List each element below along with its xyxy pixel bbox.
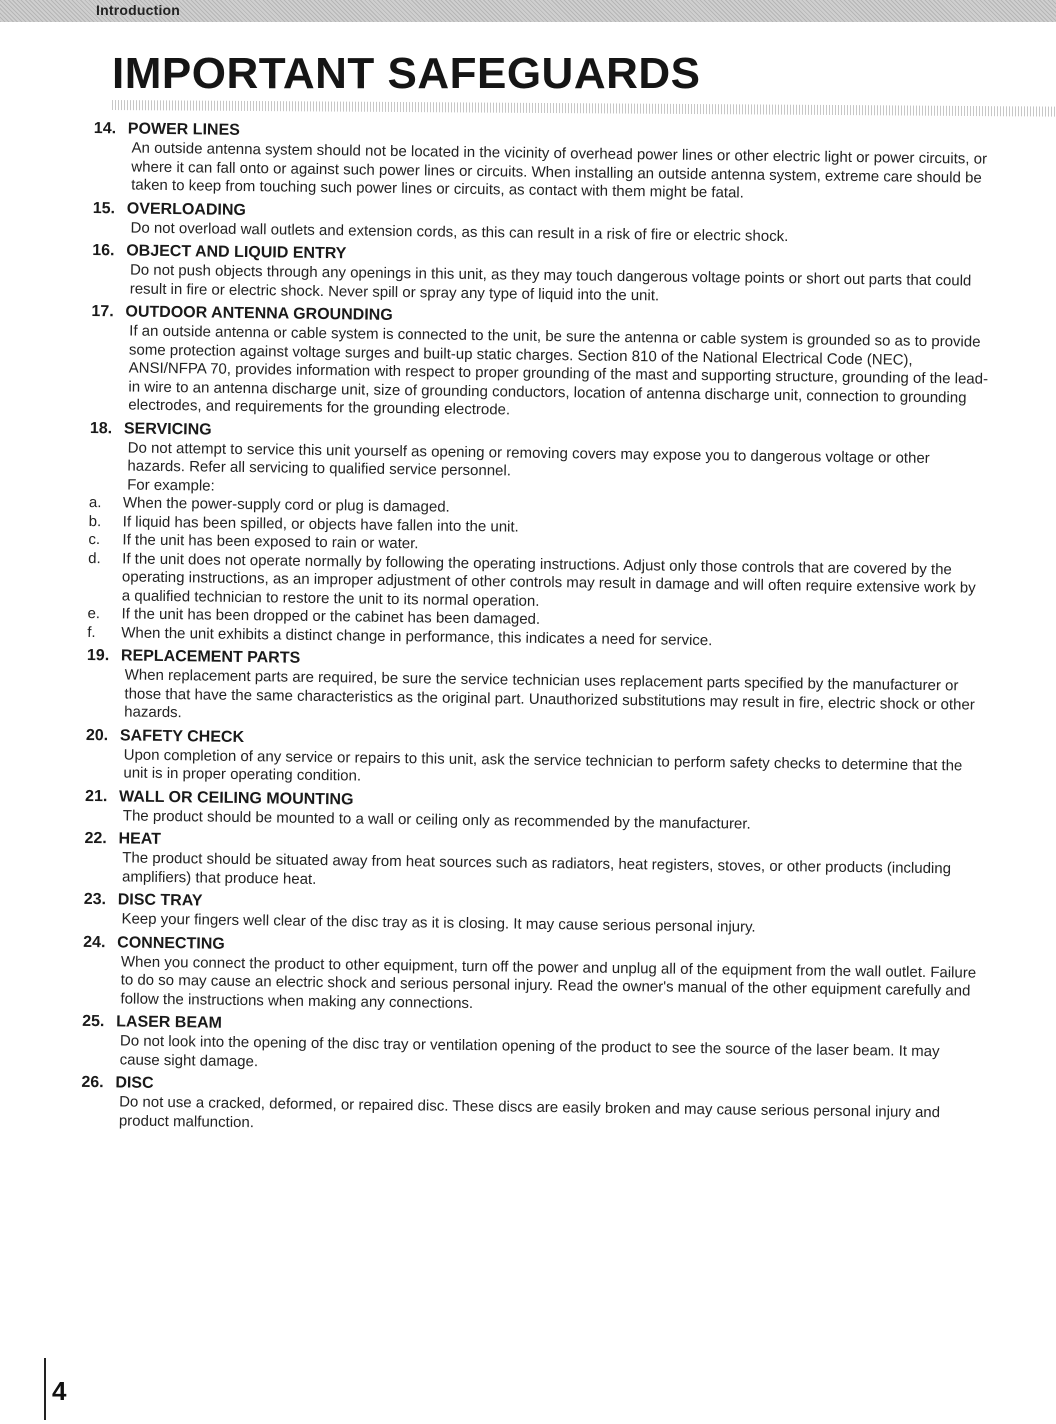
list-marker: a. bbox=[88, 493, 102, 512]
list-marker: e. bbox=[87, 604, 101, 623]
section-label: Introduction bbox=[96, 2, 181, 18]
safeguard-text: When replacement parts are required, be sure the service technician uses replacement parts specified by the manufacturer or those that have the same characteristics as the original part. Unauthorized substitutions may result in fire, electric shock or other hazards. bbox=[124, 666, 975, 722]
section-header-bar bbox=[0, 0, 1056, 22]
safeguard-text: An outside antenna system should not be located in the vicinity of overhead power lines or other electric light or power circuits, or where it can fall onto or against such power lines or circuits. When installing an outside antenna system, extreme care should be taken to keep from touching such power lines or circuits, as contact with them might be fatal. bbox=[131, 139, 988, 202]
safeguard-item bbox=[90, 301, 991, 426]
safeguard-text: Do not use a cracked, deformed, or repaired disc. These discs are easily broken and may cause serious personal injury and product malfunction. bbox=[118, 1093, 941, 1131]
safeguard-title: HEAT bbox=[118, 830, 162, 848]
list-marker: b. bbox=[88, 512, 102, 530]
safeguard-item bbox=[81, 1072, 982, 1142]
list-marker: d. bbox=[88, 549, 101, 567]
safeguard-item bbox=[84, 828, 985, 898]
example-intro: For example: bbox=[127, 475, 215, 495]
list-marker: c. bbox=[88, 530, 101, 549]
safeguard-number: 20. bbox=[85, 726, 109, 744]
safeguard-text: Do not overload wall outlets and extension cords, as this can result in a risk of fire or electric shock. bbox=[130, 218, 789, 245]
safeguard-number: 14. bbox=[93, 119, 117, 138]
list-item-text: If the unit has been dropped or the cabinet has been damaged. bbox=[121, 605, 541, 628]
safeguard-number: 25. bbox=[82, 1012, 105, 1031]
safeguard-text: The product should be mounted to a wall or ceiling only as recommended by the manufacturer. bbox=[122, 806, 751, 833]
safeguard-item bbox=[87, 417, 990, 653]
safeguard-number: 16. bbox=[92, 241, 115, 260]
safeguard-item bbox=[86, 645, 987, 733]
safeguard-number: 22. bbox=[84, 829, 107, 848]
safeguard-title: SAFETY CHECK bbox=[119, 726, 245, 746]
list-item-text: If liquid has been spilled, or objects have fallen into the unit. bbox=[122, 512, 519, 536]
list-item-text: When the power-supply cord or plug is damaged. bbox=[122, 494, 450, 516]
safeguard-text: The product should be situated away from heat sources such as radiators, heat registers, stoves, or other products (including amplifiers) that produce heat. bbox=[121, 849, 952, 888]
safeguard-title: DISC TRAY bbox=[117, 891, 203, 910]
list-item-text: If the unit does not operate normally by following the operating instructions. Adjust only those controls that are covered by the operating instructions, as an improper adjustment of other controls may result in damage and will often require extensive work by a qualified technician to restore the unit to its normal operation. bbox=[121, 549, 976, 610]
safeguard-text: Upon completion of any service or repairs to this unit, ask the service technician to perform safety checks to determine that the unit is in proper operating condition. bbox=[123, 745, 963, 785]
safeguard-number: 23. bbox=[83, 890, 107, 909]
page-title: IMPORTANT SAFEGUARDS bbox=[112, 49, 701, 98]
safeguard-number: 26. bbox=[81, 1073, 104, 1092]
title-divider bbox=[112, 100, 1056, 117]
safeguard-title: WALL OR CEILING MOUNTING bbox=[119, 787, 354, 808]
safeguard-text: Do not attempt to service this unit yourself as opening or removing covers may expose you to dangerous voltage or other hazards. Refer all servicing to qualified service personnel. bbox=[127, 438, 930, 480]
safeguard-text: Do not push objects through any openings in this unit, as they may touch dangerous voltage points or short out parts that could result in fire or electric shock. Never spill or spray any type of liquid into the unit. bbox=[129, 261, 972, 304]
safeguard-number: 15. bbox=[92, 199, 116, 217]
safeguard-number: 17. bbox=[91, 302, 114, 321]
list-marker: f. bbox=[87, 623, 96, 641]
safeguard-number: 19. bbox=[86, 646, 110, 665]
safeguard-number: 18. bbox=[89, 419, 113, 437]
safeguard-number: 21. bbox=[85, 787, 108, 805]
safeguard-title: SERVICING bbox=[123, 419, 212, 439]
safeguard-item bbox=[82, 1011, 983, 1081]
safeguard-item bbox=[82, 931, 983, 1019]
safeguard-title: DISC bbox=[115, 1074, 154, 1092]
safeguard-item bbox=[85, 724, 986, 794]
list-item-text: If the unit has been exposed to rain or water. bbox=[122, 531, 419, 553]
page-number-divider bbox=[44, 1358, 46, 1420]
example-list bbox=[87, 494, 989, 654]
safeguard-title: CONNECTING bbox=[117, 933, 225, 953]
safeguard-title: OBJECT AND LIQUID ENTRY bbox=[126, 242, 347, 263]
safeguard-text: Do not look into the opening of the disc tray or ventilation opening of the product to see the source of the laser beam. It may cause sight damage. bbox=[119, 1032, 940, 1070]
safeguard-title: LASER BEAM bbox=[116, 1013, 223, 1032]
page-number: 4 bbox=[52, 1376, 67, 1406]
list-item-text: When the unit exhibits a distinct change in performance, this indicates a need for service. bbox=[121, 623, 713, 649]
safeguard-item bbox=[92, 240, 993, 310]
safeguard-text: When you connect the product to other equipment, turn off the power and unplug all of the equipment from the wall outlet. Failure to do so may cause an electric shock and serious personal injury. Read the owner's manual of the other equipment carefully and follow the instructions when making any connections. bbox=[120, 952, 977, 1012]
safeguard-text: Keep your fingers well clear of the disc tray as it is closing. It may cause serious personal injury. bbox=[121, 910, 756, 936]
safeguard-title: OUTDOOR ANTENNA GROUNDING bbox=[125, 303, 393, 324]
safeguard-title: REPLACEMENT PARTS bbox=[120, 647, 301, 667]
safeguard-text: If an outside antenna or cable system is connected to the unit, be sure the antenna or cable system is grounded so as to provide some protection against voltage surges and built-up static charges. Section 810 of the National Electrical Code (NEC), ANSI/NFPA 70, provides information with respect to proper grounding of the mast and supporting structure, grounding of the lead-in wire to an antenna discharge unit, size of grounding conductors, location of antenna discharge unit, connection to grounding electrodes, and requirements for the grounding electrode. bbox=[128, 322, 989, 419]
safeguard-item bbox=[93, 118, 994, 206]
safeguard-title: OVERLOADING bbox=[126, 199, 247, 219]
safeguard-number: 24. bbox=[83, 933, 106, 951]
safeguard-title: POWER LINES bbox=[127, 120, 240, 139]
safeguards-list bbox=[81, 118, 994, 1145]
